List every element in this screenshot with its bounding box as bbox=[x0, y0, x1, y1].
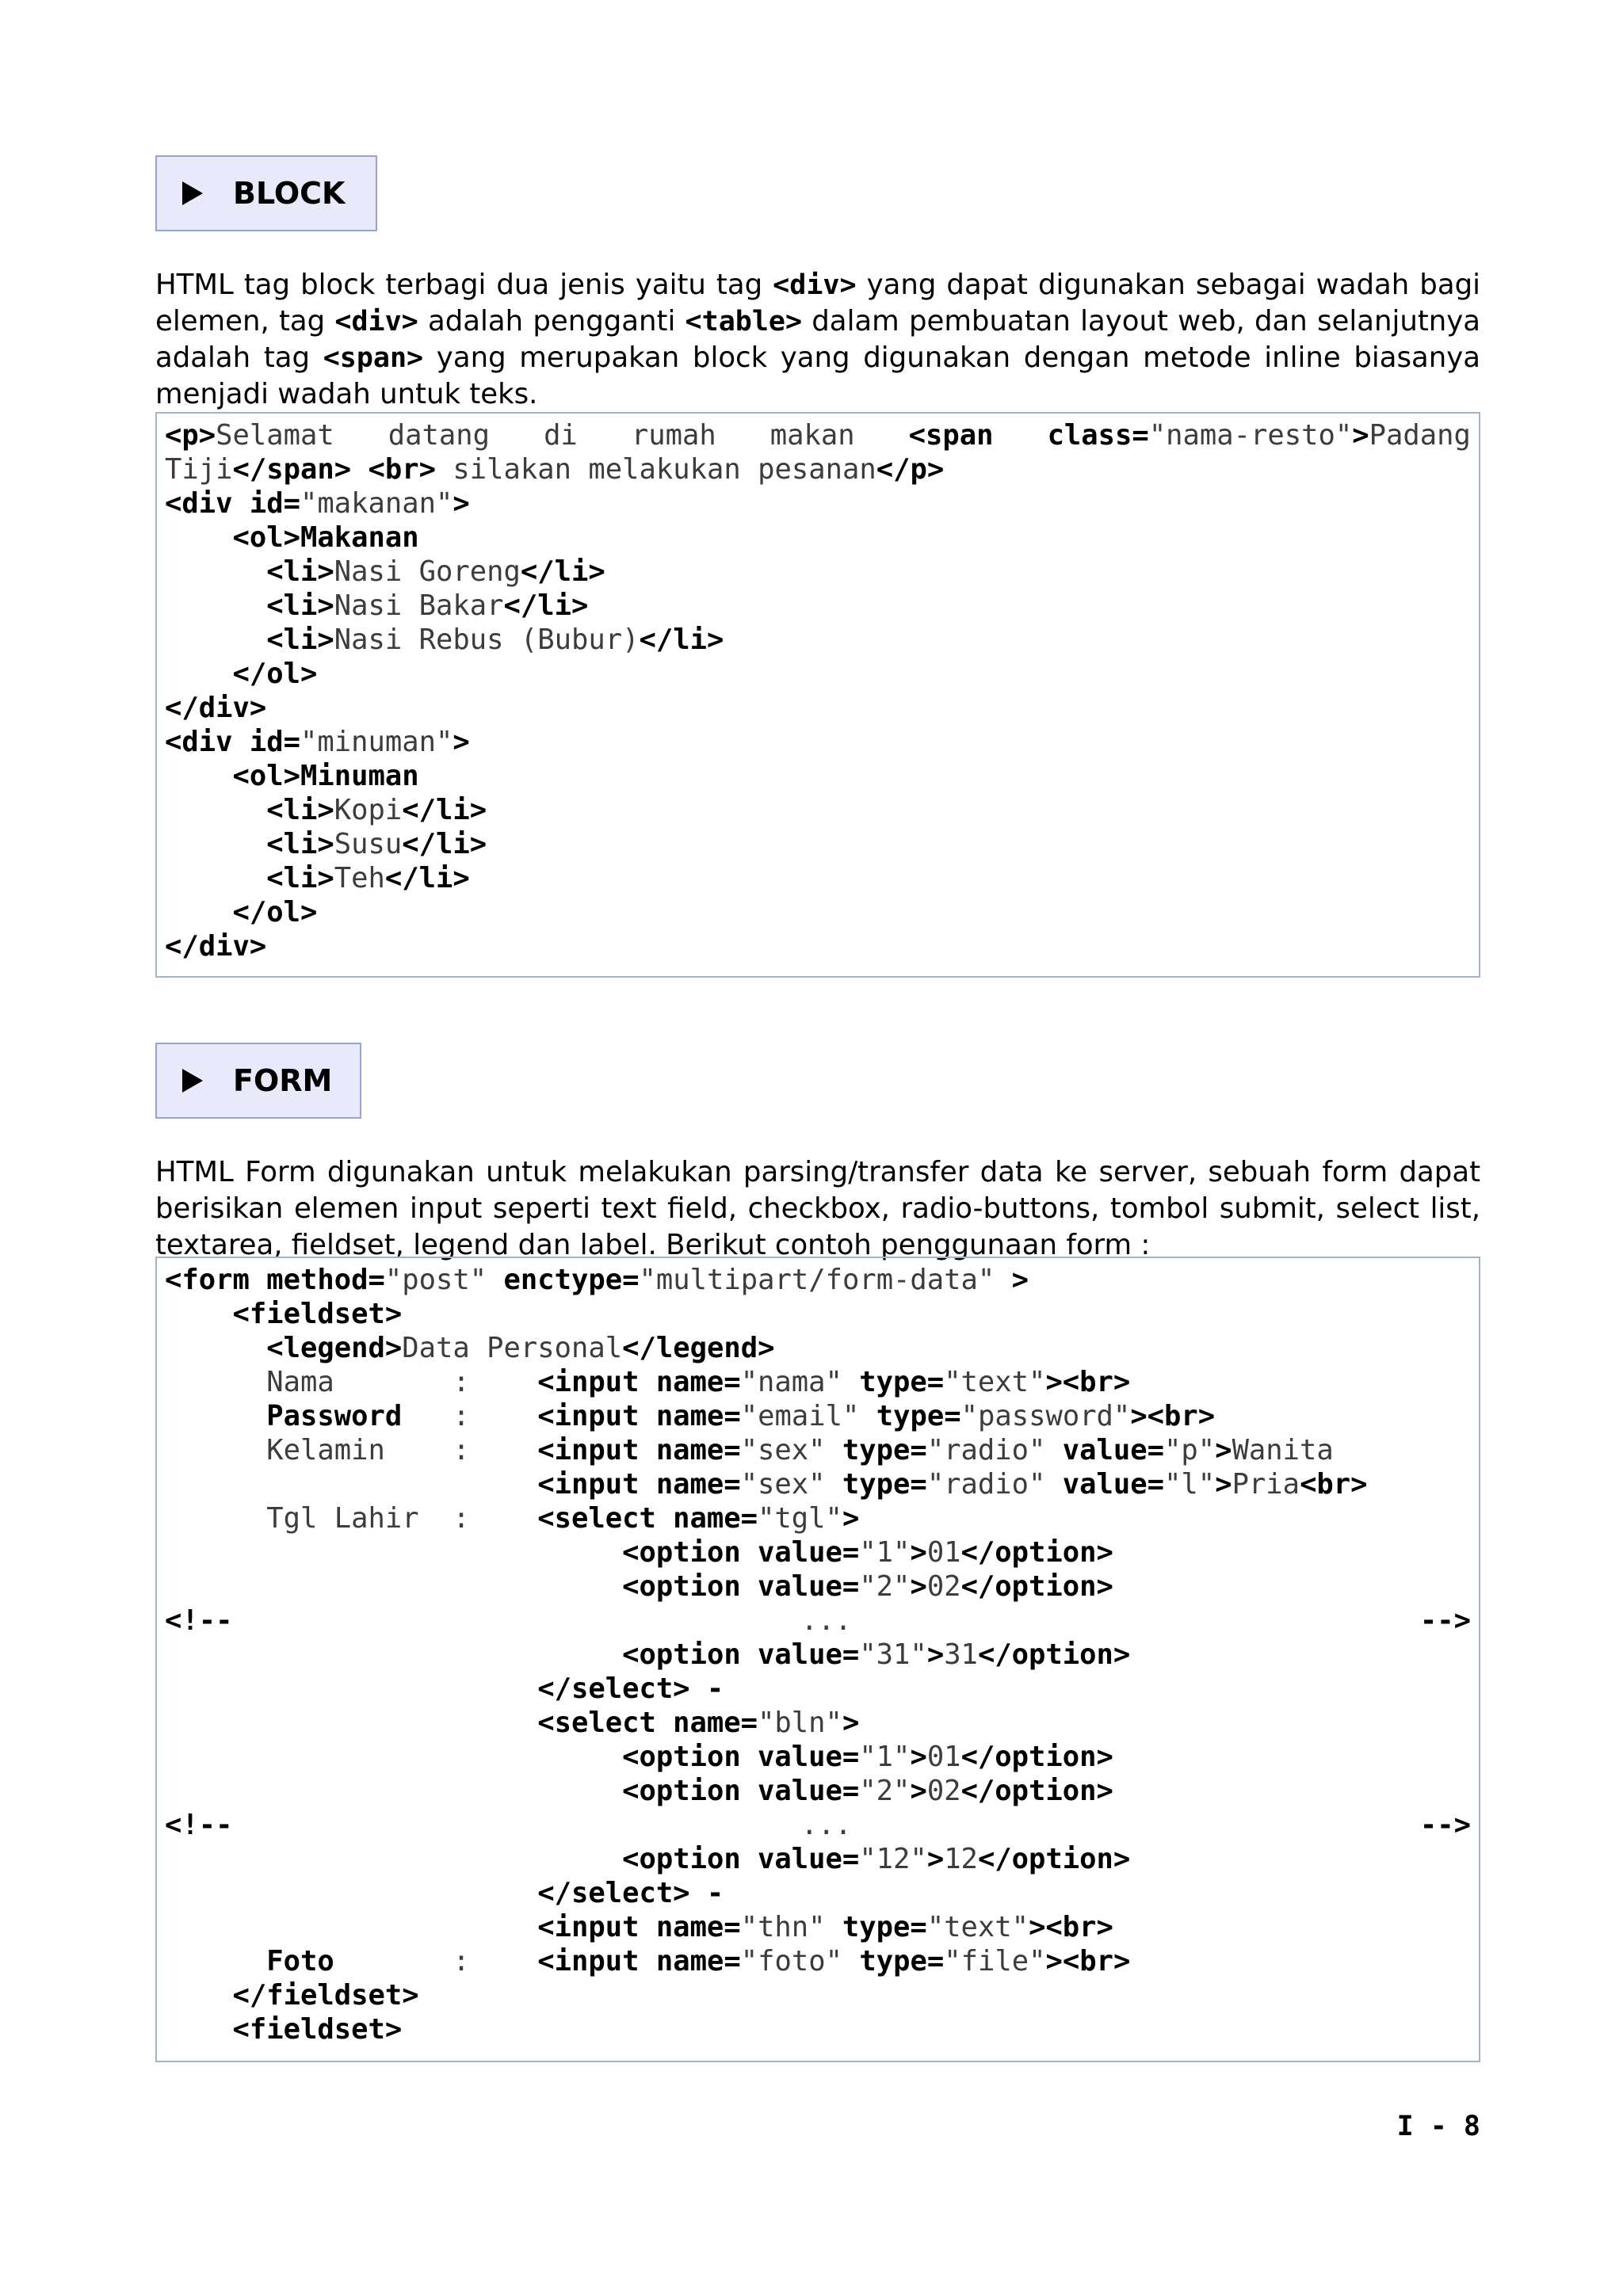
code-keyword: type= bbox=[842, 1945, 945, 1978]
code-text bbox=[165, 1945, 266, 1978]
code-text bbox=[165, 1536, 622, 1569]
code-line bbox=[165, 1944, 1471, 1978]
code-text bbox=[165, 2013, 233, 2046]
code-keyword: ><br> bbox=[1045, 1945, 1131, 1978]
code-text: Kopi bbox=[334, 794, 403, 826]
code-text bbox=[165, 1877, 537, 1909]
code-text: 31 bbox=[944, 1638, 978, 1671]
code-keyword: </li> bbox=[402, 828, 487, 860]
section-heading-label: FORM bbox=[233, 1063, 333, 1098]
code-keyword: <input name= bbox=[537, 1400, 741, 1432]
code-line bbox=[165, 1638, 1471, 1672]
code-keyword: > bbox=[910, 1775, 927, 1807]
code-keyword: </option> bbox=[977, 1843, 1131, 1875]
code-text bbox=[165, 1741, 622, 1773]
code-keyword: <fieldset> bbox=[232, 2013, 403, 2046]
code-line bbox=[165, 1706, 1471, 1740]
code-line bbox=[165, 1774, 1471, 1808]
code-text: "post" bbox=[384, 1264, 487, 1296]
code-keyword: </option> bbox=[960, 1775, 1113, 1807]
section-heading-label: BLOCK bbox=[233, 176, 346, 211]
code-keyword: </div> bbox=[165, 692, 267, 724]
code-keyword: --> bbox=[1419, 1604, 1471, 1637]
code-text bbox=[165, 1400, 266, 1432]
code-token bbox=[165, 1604, 233, 1638]
code-line bbox=[165, 929, 1471, 963]
code-keyword: <input name= bbox=[537, 1366, 741, 1398]
code-text: Kelamin : bbox=[165, 1434, 538, 1466]
code-line bbox=[165, 486, 1471, 521]
code-token bbox=[801, 1808, 852, 1842]
code-keyword: </ol> bbox=[232, 658, 318, 690]
code-keyword: <!-- bbox=[165, 1604, 233, 1637]
paragraph-text: HTML tag block terbagi dua jenis yaitu tag bbox=[155, 269, 773, 301]
code-keyword: <option value= bbox=[622, 1741, 860, 1773]
code-text: "p" bbox=[1164, 1434, 1216, 1466]
code-text: "1" bbox=[859, 1741, 911, 1773]
code-line bbox=[165, 1672, 1471, 1706]
inline-code: <table> bbox=[685, 306, 803, 338]
code-text bbox=[165, 1672, 537, 1705]
code-text bbox=[165, 1332, 266, 1364]
paragraph-text: yang merupakan block yang digunakan dengan metode inline biasanya menjadi wadah untuk teks. bbox=[155, 341, 1480, 410]
code-keyword: </li> bbox=[639, 624, 724, 656]
code-keyword: <!-- bbox=[165, 1809, 233, 1841]
code-line bbox=[165, 1433, 1471, 1467]
code-line bbox=[165, 1535, 1471, 1569]
code-line bbox=[165, 1910, 1471, 1944]
code-token bbox=[801, 1604, 852, 1638]
code-keyword: <select name= bbox=[537, 1502, 758, 1535]
code-line bbox=[165, 1365, 1471, 1399]
code-line bbox=[165, 1876, 1471, 1910]
code-keyword: </p> bbox=[876, 453, 945, 486]
code-text: "nama" bbox=[740, 1366, 842, 1398]
code-keyword: type= bbox=[825, 1468, 927, 1501]
code-text: "foto" bbox=[740, 1945, 842, 1978]
code-keyword: Foto bbox=[266, 1945, 334, 1978]
code-text: : bbox=[334, 1945, 538, 1978]
code-keyword: </li> bbox=[520, 555, 605, 588]
code-text: "email" bbox=[740, 1400, 860, 1432]
code-text: Pria bbox=[1232, 1468, 1300, 1501]
code-keyword: <li> bbox=[266, 555, 334, 588]
code-keyword: <select name= bbox=[537, 1707, 758, 1739]
code-text: Padang bbox=[1369, 419, 1471, 452]
code-text bbox=[165, 794, 266, 826]
code-keyword: <input name= bbox=[537, 1945, 741, 1978]
code-text bbox=[165, 1468, 537, 1501]
form-code-listing bbox=[155, 1257, 1480, 2062]
inline-code: <span> bbox=[323, 342, 424, 374]
code-token bbox=[1420, 1604, 1471, 1638]
code-text: "multipart/form-data" bbox=[639, 1264, 995, 1296]
code-keyword: > bbox=[1215, 1434, 1232, 1466]
code-text bbox=[165, 862, 266, 894]
code-keyword: <li> bbox=[266, 862, 334, 894]
code-text bbox=[165, 828, 266, 860]
code-keyword: <option value= bbox=[622, 1843, 860, 1875]
code-line bbox=[165, 452, 1471, 486]
code-keyword: <form method= bbox=[165, 1264, 385, 1296]
code-keyword: <option value= bbox=[622, 1570, 860, 1603]
code-text: "l" bbox=[1164, 1468, 1216, 1501]
code-keyword: <li> bbox=[266, 794, 334, 826]
code-text: "thn" bbox=[740, 1911, 826, 1943]
code-text bbox=[351, 453, 368, 486]
code-text: makan bbox=[769, 419, 855, 452]
code-keyword: <ol>Makanan bbox=[232, 521, 419, 554]
code-line bbox=[165, 1808, 1471, 1842]
code-keyword: > bbox=[1352, 419, 1369, 452]
code-text: Tgl Lahir : bbox=[165, 1502, 538, 1535]
code-text bbox=[165, 896, 233, 929]
code-keyword: </select> - bbox=[537, 1672, 724, 1705]
code-text: ... bbox=[800, 1604, 852, 1637]
code-line bbox=[165, 1842, 1471, 1876]
code-text: "bln" bbox=[758, 1707, 842, 1739]
code-text: di bbox=[544, 419, 578, 452]
code-line bbox=[165, 725, 1471, 759]
code-line bbox=[165, 1467, 1471, 1501]
code-keyword: enctype= bbox=[487, 1264, 640, 1296]
code-keyword: value= bbox=[1045, 1434, 1165, 1466]
paragraph-text: HTML Form digunakan untuk melakukan parsing/transfer data ke server, sebuah form dapat berisikan elemen input seperti text field, checkbox, radio-buttons, tombol submit, select list, textarea, fieldset, legend dan label. Berikut contoh penggunaan form : bbox=[155, 1156, 1480, 1261]
code-keyword: <ol>Minuman bbox=[232, 760, 419, 792]
code-keyword: > bbox=[1215, 1468, 1232, 1501]
paragraph-text: adalah pengganti bbox=[418, 305, 685, 338]
code-keyword: type= bbox=[825, 1911, 927, 1943]
code-text: "2" bbox=[859, 1775, 911, 1807]
code-text bbox=[165, 658, 233, 690]
code-text: Nasi Rebus (Bubur) bbox=[334, 624, 640, 656]
code-keyword: > bbox=[453, 726, 470, 758]
code-keyword: <fieldset> bbox=[232, 1298, 403, 1330]
code-line bbox=[165, 521, 1471, 555]
code-text: "sex" bbox=[740, 1468, 826, 1501]
code-keyword: </option> bbox=[960, 1570, 1113, 1603]
code-keyword: <li> bbox=[266, 624, 334, 656]
block-description bbox=[155, 267, 1480, 413]
code-keyword: </option> bbox=[960, 1741, 1113, 1773]
code-keyword: value= bbox=[1045, 1468, 1165, 1501]
code-keyword: <input name= bbox=[537, 1434, 741, 1466]
code-text bbox=[165, 589, 266, 622]
code-line bbox=[165, 827, 1471, 861]
code-keyword: ><br> bbox=[1130, 1400, 1216, 1432]
code-text bbox=[165, 624, 266, 656]
form-description bbox=[155, 1154, 1480, 1264]
code-text bbox=[165, 1843, 622, 1875]
code-line bbox=[165, 895, 1471, 929]
code-text bbox=[165, 1911, 537, 1943]
code-keyword: </li> bbox=[503, 589, 589, 622]
code-keyword: > bbox=[910, 1536, 927, 1569]
code-line bbox=[165, 555, 1471, 589]
code-token bbox=[1420, 1808, 1471, 1842]
code-keyword: ><br> bbox=[1045, 1366, 1131, 1398]
code-keyword: <input name= bbox=[537, 1911, 741, 1943]
code-line bbox=[165, 1399, 1471, 1433]
code-keyword: <option value= bbox=[622, 1536, 860, 1569]
code-text: 12 bbox=[944, 1843, 978, 1875]
code-line bbox=[165, 793, 1471, 827]
code-line bbox=[165, 418, 1471, 452]
triangle-bullet-icon bbox=[182, 181, 203, 205]
code-text bbox=[165, 1707, 537, 1739]
code-text: "12" bbox=[859, 1843, 927, 1875]
code-token bbox=[632, 418, 716, 452]
page-number: I - 8 bbox=[1396, 2111, 1480, 2142]
code-keyword: > bbox=[842, 1707, 860, 1739]
code-line bbox=[165, 657, 1471, 691]
code-keyword: </div> bbox=[165, 930, 267, 963]
code-line bbox=[165, 1604, 1471, 1638]
code-text: Tiji bbox=[165, 453, 233, 486]
code-line bbox=[165, 861, 1471, 895]
code-text: Nama : bbox=[165, 1366, 538, 1398]
code-keyword: </ol> bbox=[232, 896, 318, 929]
triangle-bullet-icon bbox=[182, 1069, 203, 1093]
code-token bbox=[909, 418, 994, 452]
code-line bbox=[165, 623, 1471, 657]
code-line bbox=[165, 589, 1471, 623]
code-text: "nama-resto" bbox=[1148, 419, 1353, 452]
code-keyword: </select> - bbox=[537, 1877, 724, 1909]
code-text bbox=[165, 1298, 233, 1330]
code-text bbox=[165, 1775, 622, 1807]
code-token bbox=[165, 418, 334, 452]
code-text: : bbox=[402, 1400, 538, 1432]
code-keyword: class= bbox=[1047, 419, 1149, 452]
code-text: "password" bbox=[960, 1400, 1131, 1432]
code-text: silakan melakukan pesanan bbox=[436, 453, 876, 486]
code-keyword: <p> bbox=[165, 419, 216, 452]
code-token bbox=[1048, 418, 1471, 452]
code-text bbox=[165, 760, 233, 792]
code-keyword: <li> bbox=[266, 828, 334, 860]
code-token bbox=[544, 418, 578, 452]
code-keyword: <input name= bbox=[537, 1468, 741, 1501]
code-keyword: --> bbox=[1419, 1809, 1471, 1841]
code-line bbox=[165, 1978, 1471, 2012]
code-text: "1" bbox=[859, 1536, 911, 1569]
paragraph-text: dalam pembuatan layout web, dan selanjutnya adalah tag bbox=[155, 305, 1480, 374]
code-text bbox=[165, 1638, 622, 1671]
code-text: "tgl" bbox=[758, 1502, 842, 1535]
code-keyword: > bbox=[842, 1502, 860, 1535]
code-text: datang bbox=[388, 419, 491, 452]
code-keyword: Password bbox=[266, 1400, 403, 1432]
code-text bbox=[165, 1979, 233, 2012]
code-text: 02 bbox=[926, 1775, 961, 1807]
code-keyword: <div id= bbox=[165, 726, 300, 758]
code-text: Wanita bbox=[1232, 1434, 1334, 1466]
code-keyword: </legend> bbox=[622, 1332, 775, 1364]
code-keyword: </option> bbox=[977, 1638, 1131, 1671]
section-heading-form bbox=[155, 1043, 361, 1119]
code-text: 01 bbox=[926, 1741, 961, 1773]
code-line bbox=[165, 1263, 1471, 1297]
code-keyword: <span bbox=[908, 419, 994, 452]
code-line bbox=[165, 759, 1471, 793]
code-keyword: > bbox=[926, 1843, 945, 1875]
code-token bbox=[165, 1808, 233, 1842]
code-keyword: > bbox=[995, 1264, 1029, 1296]
code-text: "text" bbox=[944, 1366, 1046, 1398]
code-text: ... bbox=[800, 1809, 852, 1841]
code-keyword: </option> bbox=[960, 1536, 1113, 1569]
code-text: 01 bbox=[926, 1536, 961, 1569]
code-text: Data Personal bbox=[402, 1332, 623, 1364]
code-text: Nasi Bakar bbox=[334, 589, 504, 622]
paragraph-text: yang dapat digunakan sebagai wadah bagi elemen, tag bbox=[155, 269, 1480, 338]
code-text: rumah bbox=[631, 419, 716, 452]
code-text: 02 bbox=[926, 1570, 961, 1603]
code-line bbox=[165, 1331, 1471, 1365]
code-text bbox=[165, 555, 266, 588]
code-keyword: <legend> bbox=[266, 1332, 403, 1364]
code-text: "makanan" bbox=[300, 487, 453, 520]
code-text bbox=[165, 1570, 622, 1603]
code-keyword: > bbox=[453, 487, 470, 520]
code-line bbox=[165, 2012, 1471, 2046]
code-text: "sex" bbox=[740, 1434, 826, 1466]
code-text bbox=[165, 521, 233, 554]
code-keyword: <div id= bbox=[165, 487, 300, 520]
code-text: "text" bbox=[926, 1911, 1029, 1943]
section-heading-block bbox=[155, 155, 377, 231]
code-keyword: <option value= bbox=[622, 1638, 860, 1671]
code-line bbox=[165, 1569, 1471, 1604]
code-text: "2" bbox=[859, 1570, 911, 1603]
code-text: "radio" bbox=[926, 1434, 1046, 1466]
code-keyword: <li> bbox=[266, 589, 334, 622]
inline-code: <div> bbox=[334, 306, 418, 338]
code-token bbox=[770, 418, 855, 452]
code-keyword: > bbox=[910, 1570, 927, 1603]
code-keyword: <br> bbox=[368, 453, 436, 486]
code-text: "file" bbox=[944, 1945, 1046, 1978]
code-keyword: </span> bbox=[232, 453, 352, 486]
code-keyword: ><br> bbox=[1029, 1911, 1113, 1943]
code-text: Teh bbox=[334, 862, 385, 894]
code-text: Susu bbox=[334, 828, 403, 860]
code-keyword: type= bbox=[859, 1400, 961, 1432]
code-text: Selamat bbox=[216, 419, 334, 452]
code-keyword: <option value= bbox=[622, 1775, 860, 1807]
code-keyword: </li> bbox=[384, 862, 470, 894]
code-token bbox=[388, 418, 490, 452]
code-keyword: > bbox=[910, 1741, 927, 1773]
code-line bbox=[165, 1740, 1471, 1774]
inline-code: <div> bbox=[773, 269, 857, 301]
code-text: "radio" bbox=[926, 1468, 1046, 1501]
code-line bbox=[165, 691, 1471, 725]
code-keyword: <br> bbox=[1300, 1468, 1368, 1501]
code-text: Nasi Goreng bbox=[334, 555, 521, 588]
code-line bbox=[165, 1297, 1471, 1331]
code-keyword: type= bbox=[825, 1434, 927, 1466]
code-text: "minuman" bbox=[300, 726, 453, 758]
code-keyword: </li> bbox=[402, 794, 487, 826]
block-code-listing bbox=[155, 412, 1480, 978]
code-keyword: > bbox=[926, 1638, 945, 1671]
code-keyword: type= bbox=[842, 1366, 945, 1398]
code-keyword: </fieldset> bbox=[232, 1979, 419, 2012]
code-text: "31" bbox=[859, 1638, 927, 1671]
code-line bbox=[165, 1501, 1471, 1535]
